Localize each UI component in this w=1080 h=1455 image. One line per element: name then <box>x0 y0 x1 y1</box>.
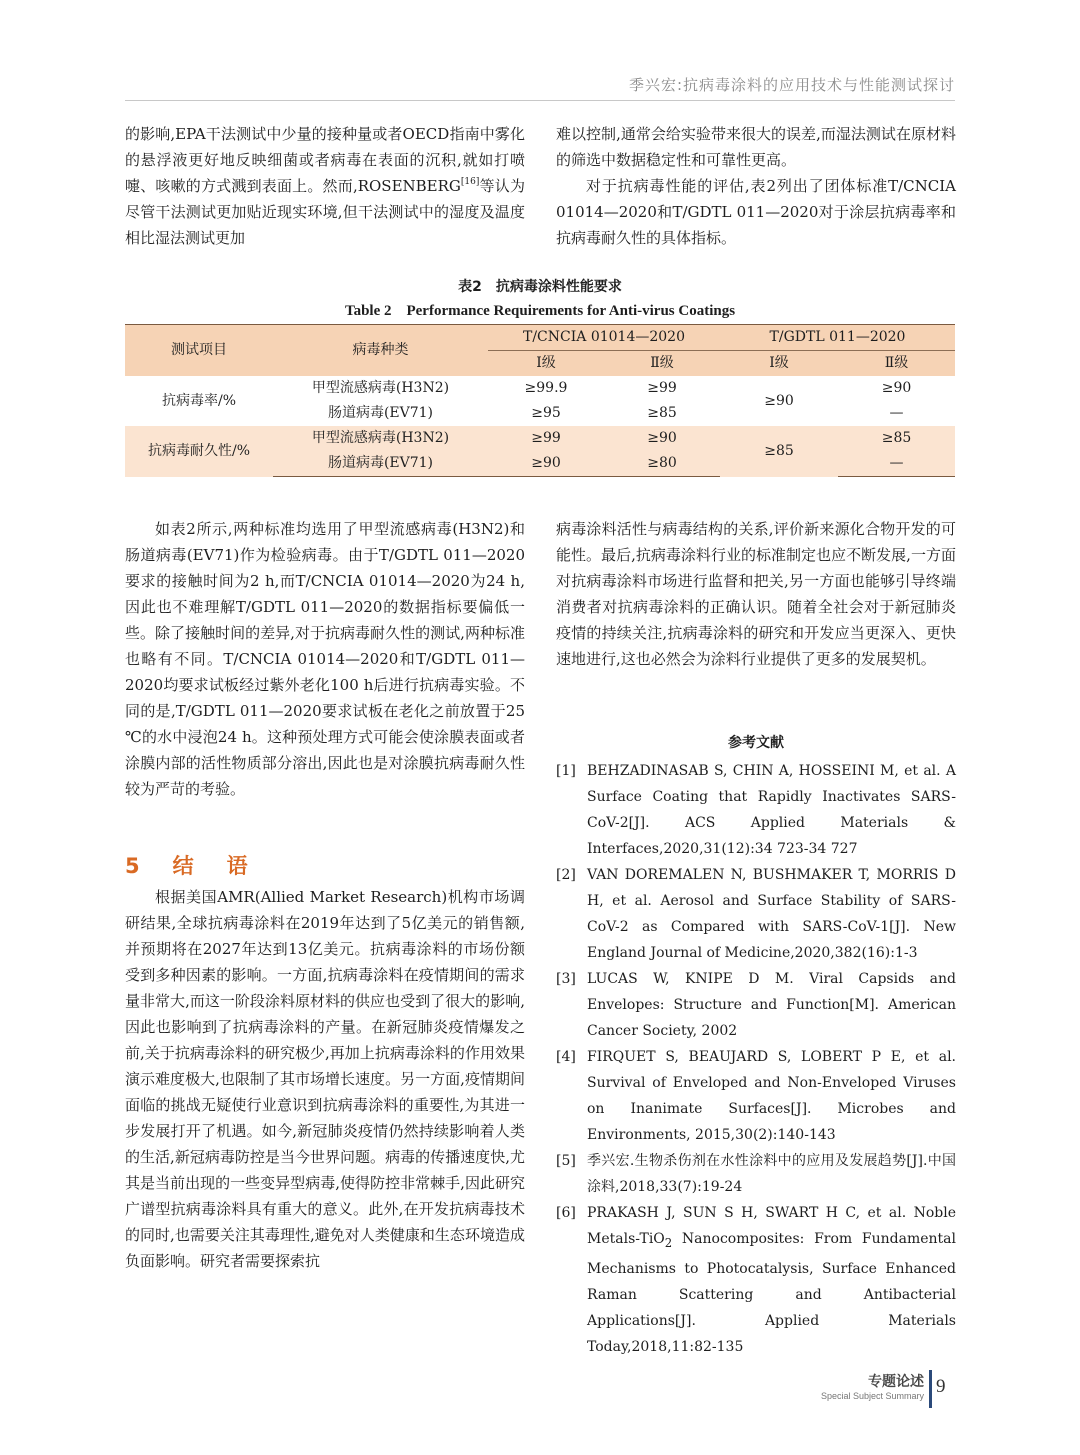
intro-left-column <box>125 121 525 251</box>
reference-item <box>556 966 956 1044</box>
reference-item <box>556 862 956 966</box>
row-item-label: 抗病毒率/% <box>161 392 237 409</box>
table-cell: ≥99 <box>488 426 604 451</box>
reference-text: BEHZADINASAB S, CHIN A, HOSSEINI M, et al. A Surface Coating that Rapidly Inactivates SARS-CoV-2[J]. ACS Applied Materials & Interfaces,2020,31(12):34 723-34 727 <box>587 763 956 857</box>
header-test-item: 测试项目 <box>125 325 273 377</box>
intro-right-column <box>556 121 956 251</box>
virus-label: 甲型流感病毒(H3N2) <box>273 426 488 451</box>
table-cell: — <box>838 451 955 477</box>
reference-subscript: 2 <box>664 1235 673 1250</box>
reference-item <box>556 1044 956 1148</box>
intro-paragraph <box>125 121 525 251</box>
table-cell: ≥99 <box>647 380 677 396</box>
virus-label: 甲型流感病毒(H3N2) <box>311 380 450 396</box>
reference-text: Nanocomposites: From Fundamental Mechanisms to Photocatalysis, Surface Enhanced Raman Scattering and Antibacterial Applications[J]. Applied Materials Today,2018,11:82-135 <box>587 1231 956 1355</box>
table-cell: ≥99.9 <box>524 380 568 396</box>
reference-number: [3] <box>556 971 576 987</box>
table-cell: ≥85 <box>647 405 677 421</box>
header-grade-2: Ⅱ级 <box>604 351 720 377</box>
table-discussion-paragraph: 如表2所示,两种标准均选用了甲型流感病毒(H3N2)和肠道病毒(EV71)作为检验病毒。由于T/GDTL 011—2020要求的接触时间为2 h,而T/CNCIA 01014—2020为24 h,因此也不难理解T/GDTL 011—2020的数据指标要偏低一些。除了接触时间的差异,对于抗病毒耐久性的测试,两种标准也略有不同。T/CNCIA 01014—2020和T/GDTL 011—2020均要求试板经过紫外老化100 h后进行抗病毒实验。不同的是,T/GDTL 011—2020要求试板在老化之前放置于25 ℃的水中浸泡24 h。这种预处理方式可能会使涂膜表面或者涂膜内部的活性物质部分溶出,因此也是对涂膜抗病毒耐久性较为严苛的考验。 <box>125 520 525 798</box>
table-row <box>125 376 955 401</box>
body-left-column <box>125 516 525 802</box>
virus-label: 肠道病毒(EV71) <box>327 405 434 421</box>
table-cell: ≥90 <box>881 380 912 396</box>
reference-number: [1] <box>556 763 576 779</box>
section-heading: 5 结 语 <box>125 854 254 878</box>
reference-text: VAN DOREMALEN N, BUSHMAKER T, MORRIS D H, et al. Aerosol and Surface Stability of SARS-CoV-2 as Compared with SARS-CoV-1[J]. New England Journal of Medicine,2020,382(16):1-3 <box>587 867 956 961</box>
reference-number: [4] <box>556 1049 576 1065</box>
reference-number: [5] <box>556 1153 576 1169</box>
table-row <box>125 426 955 451</box>
footer-divider <box>929 1370 932 1408</box>
table-title-cn: 表2 抗病毒涂料性能要求 <box>458 279 622 295</box>
header-grade-1: Ⅰ级 <box>488 351 604 377</box>
header-virus-type: 病毒种类 <box>273 325 488 377</box>
footer-section-subtitle: Special Subject Summary <box>820 1391 924 1401</box>
table-cell: ≥90 <box>604 426 720 451</box>
conclusion-continuation: 病毒涂料活性与病毒结构的关系,评价新来源化合物开发的可能性。最后,抗病毒涂料行业的标准制定也应不断发展,一方面对抗病毒涂料市场进行监督和把关,另一方面也能够引导终端消费者对抗病毒涂料的正确认识。随着全社会对于新冠肺炎疫情的持续关注,抗病毒涂料的研究和开发应当更深入、更快速地进行,这也必然会为涂料行业提供了更多的发展契机。 <box>556 520 956 668</box>
references-heading: 参考文献 <box>728 735 784 751</box>
table-cell: ≥95 <box>531 405 561 421</box>
reference-number: [2] <box>556 867 576 883</box>
virus-label: 肠道病毒(EV71) <box>273 451 488 477</box>
table-intro-paragraph: 对于抗病毒性能的评估,表2列出了团体标准T/CNCIA 01014—2020和T/GDTL 011—2020对于涂层抗病毒率和抗病毒耐久性的具体指标。 <box>556 177 956 247</box>
table-cell: ≥90 <box>488 451 604 477</box>
intro-continuation: 难以控制,通常会给实验带来很大的误差,而湿法测试在原材料的筛选中数据稳定性和可靠性更高。 <box>556 125 956 169</box>
reference-list <box>556 758 956 1360</box>
conclusion-left-column <box>125 884 525 1274</box>
reference-item <box>556 1148 956 1200</box>
table-cell: ≥85 <box>838 426 955 451</box>
table-cell: ≥80 <box>604 451 720 477</box>
conclusion-right-column <box>556 516 956 672</box>
reference-item <box>556 758 956 862</box>
table-cell: ≥85 <box>720 426 838 477</box>
header-standard-gdtl: T/GDTL 011—2020 <box>720 325 955 351</box>
reference-text: 季兴宏.生物杀伤剂在水性涂料中的应用及发展趋势[J].中国涂料,2018,33(7):19-24 <box>587 1153 956 1195</box>
table-cell: — <box>889 405 904 421</box>
conclusion-paragraph: 根据美国AMR(Allied Market Research)机构市场调研结果,全球抗病毒涂料在2019年达到了5亿美元的销售额,并预期将在2027年达到13亿美元。抗病毒涂料的市场份额受到多种因素的影响。一方面,抗病毒涂料在疫情期间的需求量非常大,而这一阶段涂料原材料的供应也受到了很大的影响,因此也影响到了抗病毒涂料的产量。在新冠肺炎疫情爆发之前,关于抗病毒涂料的研究极少,再加上抗病毒涂料的作用效果演示难度极大,也限制了其市场增长速度。另一方面,疫情期间面临的挑战无疑使行业意识到抗病毒涂料的重要性,为其进一步发展打开了机遇。如今,新冠肺炎疫情仍然持续影响着人类的生活,新冠病毒防控是当今世界问题。病毒的传播速度快,尤其是当前出现的一些变异型病毒,使得防控非常棘手,因此研究广谱型抗病毒涂料具有重大的意义。此外,在开发抗病毒技术的同时,也需要关注其毒理性,避免对人类健康和生态环境造成负面影响。研究者需要探索抗 <box>125 888 525 1270</box>
row-item-label: 抗病毒耐久性/% <box>125 426 273 477</box>
running-header: 季兴宏:抗病毒涂料的应用技术与性能测试探讨 <box>628 76 955 94</box>
table-cell: ≥90 <box>764 392 794 409</box>
reference-item <box>556 1200 956 1360</box>
table-header-row-1 <box>125 325 955 351</box>
reference-text: FIRQUET S, BEAUJARD S, LOBERT P E, et al. Survival of Enveloped and Non-Enveloped Viruses on Inanimate Surfaces[J]. Microbes and Environments, 2015,30(2):140-143 <box>587 1049 956 1143</box>
page-number: 9 <box>936 1376 946 1397</box>
header-grade-1: Ⅰ级 <box>720 351 838 377</box>
reference-text: LUCAS W, KNIPE D M. Viral Capsids and Envelopes: Structure and Function[M]. American Cancer Society, 2002 <box>587 971 956 1039</box>
reference-text: PRAKASH J, SUN S H, SWART H C, et al. Noble Metals-TiO <box>587 1205 956 1247</box>
intro-text-2: 等认为尽管干法测试更加贴近现实环境,但干法测试中的湿度及温度相比湿法测试更加 <box>125 177 525 247</box>
performance-table <box>125 324 955 477</box>
reference-number: [6] <box>556 1205 576 1221</box>
table-title-en: Table 2 Performance Requirements for Anti-virus Coatings <box>344 303 736 319</box>
header-standard-cncia: T/CNCIA 01014—2020 <box>488 325 720 351</box>
header-rule <box>125 100 955 101</box>
citation-16: [16] <box>460 177 480 187</box>
footer-section-title: 专题论述 <box>868 1374 924 1390</box>
header-grade-2: Ⅱ级 <box>838 351 955 377</box>
intro-text-1: 的影响,EPA干法测试中少量的接种量或者OECD指南中雾化的悬浮液更好地反映细菌或者病毒在表面的沉积,就如打喷嚏、咳嗽的方式溅到表面上。然而,ROSENBERG <box>125 125 525 195</box>
